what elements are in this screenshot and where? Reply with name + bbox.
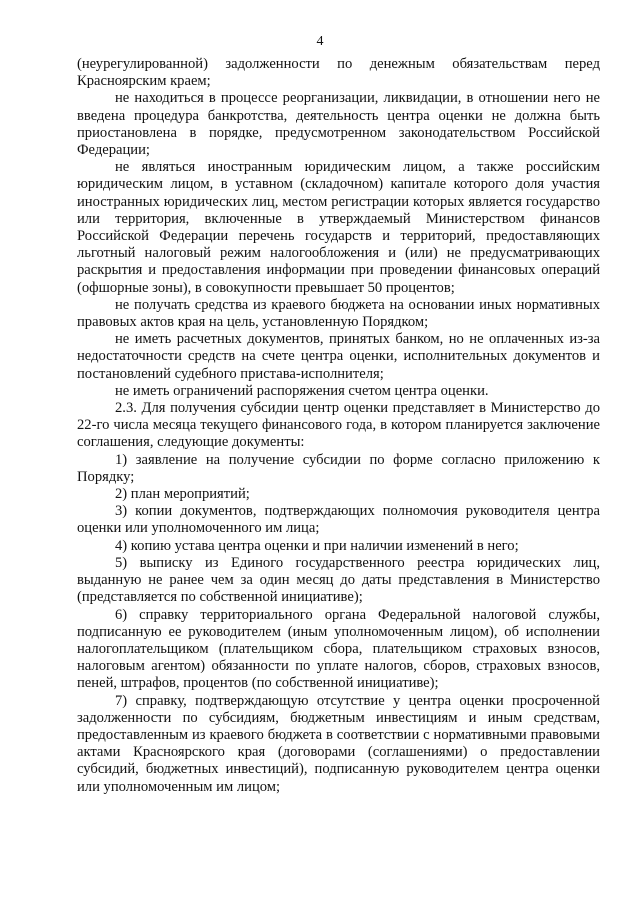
list-item-1: 1) заявление на получение субсидии по форме согласно приложению к Порядку; (77, 451, 600, 485)
paragraph-no-reorganization: не находиться в процессе реорганизации, ликвидации, в отношении него не введена процедура банкротства, деятельность центра оценки не должна быть приостановлена в порядке, предусмотренном законодательством Российской Федерации; (77, 90, 600, 159)
paragraph-section-2-3: 2.3. Для получения субсидии центр оценки представляет в Министерство до 22-го числа месяца текущего финансового года, в котором планируется заключение соглашения, следующие документы: (77, 400, 600, 451)
list-item-6: 6) справку территориального органа Федеральной налоговой службы, подписанную ее руководителем (иным уполномоченным лицом), об исполнении налогоплательщиком (плательщиком сбора, плательщиком страховых взносов, налоговым агентом) обязанности по уплате налогов, сборов, страховых взносов, пеней, штрафов, процентов (по собственной инициативе); (77, 606, 600, 692)
paragraph-debt-continuation: (неурегулированной) задолженности по денежным обязательствам перед Красноярским краем; (77, 56, 600, 90)
page-number: 4 (316, 34, 324, 49)
list-item-7: 7) справку, подтверждающую отсутствие у центра оценки просроченной задолженности по субсидиям, бюджетным инвестициям и иным средствам, предоставленным из краевого бюджета в соответствии с нормативными правовыми актами Красноярского края (договорами (соглашениями) о предоставлении субсидий, бюджетных инвестиций), подписанную руководителем центра оценки или уполномоченным им лицом; (77, 692, 600, 795)
paragraph-no-other-budget-funds: не получать средства из краевого бюджета на основании иных нормативных правовых актов края на цель, установленную Порядком; (77, 296, 600, 331)
list-item-5: 5) выписку из Единого государственного реестра юридических лиц, выданную не ранее чем за один месяц до даты представления в Министерство (представляется по собственной инициативе); (77, 554, 600, 606)
list-item-3: 3) копии документов, подтверждающих полномочия руководителя центра оценки или уполномоченного им лица; (77, 503, 600, 537)
document-body (77, 56, 600, 796)
paragraph-no-account-restrictions: не иметь ограничений распоряжения счетом центра оценки. (115, 382, 489, 399)
paragraph-no-unpaid-documents: не иметь расчетных документов, принятых банком, но не оплаченных из-за недостаточности средств на счете центра оценки, исполнительных документов и постановлений судебного пристава-исполнителя; (77, 331, 600, 382)
paragraph-not-foreign-entity: не являться иностранным юридическим лицом, а также российским юридическим лицом, в уставном (складочном) капитале которого доля участия иностранных юридических лиц, местом регистрации которых является государство или территория, включенные в утверждаемый Министерством финансов Российской Федерации перечень государств и территорий, предоставляющих льготный налоговый режим налогообложения и (или) не предусматривающих раскрытия и предоставления информации при проведении финансовых операций (офшорные зоны), в совокупности превышает 50 процентов; (77, 159, 600, 296)
list-item-2: 2) план мероприятий; (115, 486, 250, 503)
list-item-4: 4) копию устава центра оценки и при наличии изменений в него; (115, 537, 519, 554)
